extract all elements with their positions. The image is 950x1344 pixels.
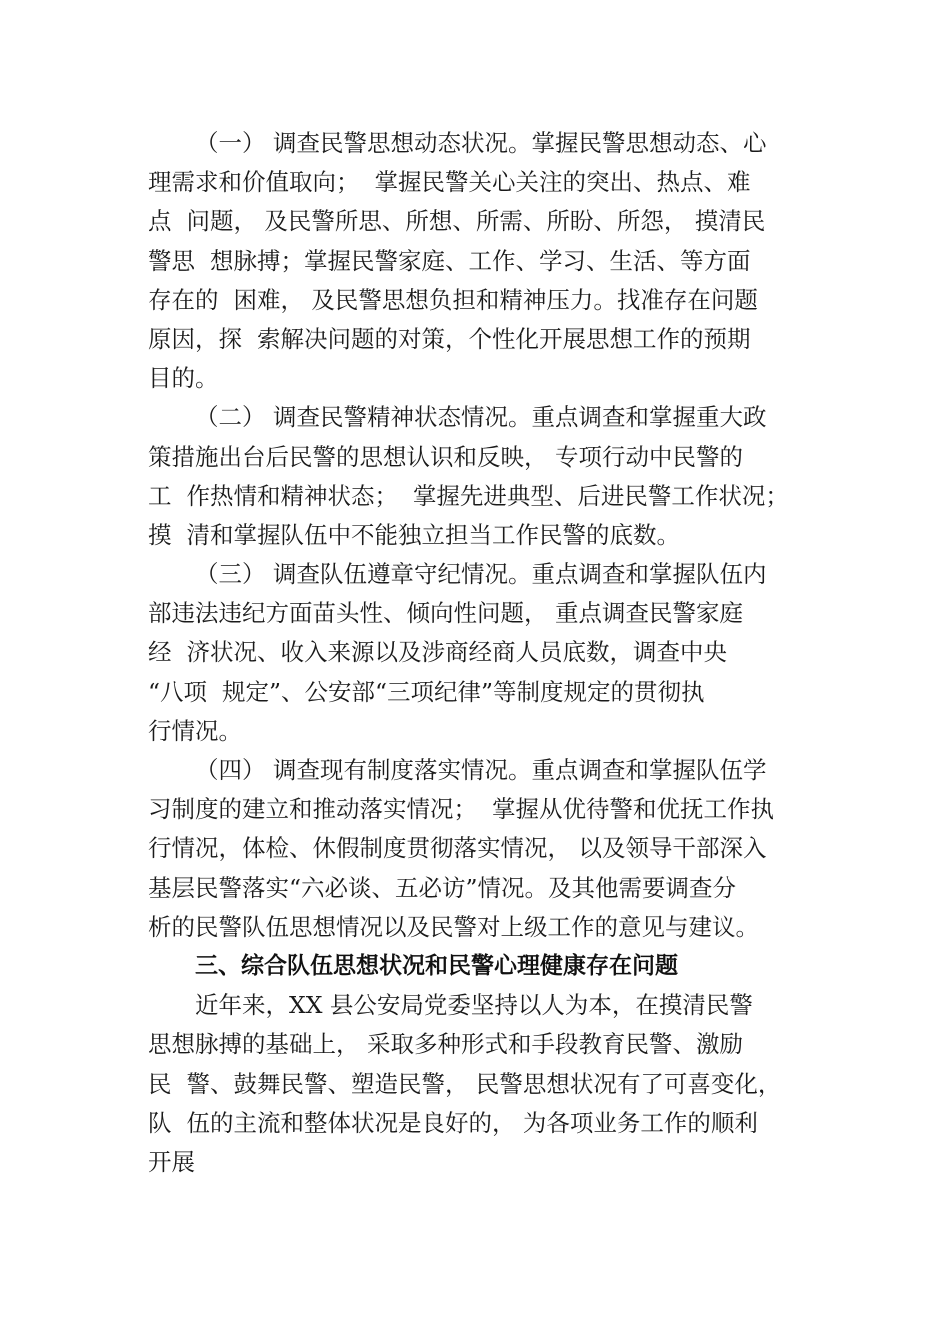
text-line: 开展	[148, 1147, 195, 1176]
section-heading: 三、综合队伍思想状况和民警心理健康存在问题	[195, 952, 678, 979]
text-line: 点 问题， 及民警所思、所想、所需、所盼、所怨， 摸清民	[148, 207, 766, 236]
text-line: 思想脉搏的基础上， 采取多种形式和手段教育民警、激励	[148, 1030, 743, 1059]
text-line: 原因，探 索解决问题的对策，个性化开展思想工作的预期	[148, 324, 751, 353]
text-line: 近年来，XX 县公安局党委坚持以人为本，在摸清民警	[195, 991, 753, 1020]
text-line: 部违法违纪方面苗头性、倾向性问题， 重点调查民警家庭	[148, 599, 743, 628]
text-line: 目的。	[148, 364, 219, 393]
text-line: 析的民警队伍思想情况以及民警对上级工作的意见与建议。	[148, 912, 759, 941]
text-line: 队 伍的主流和整体状况是良好的， 为各项业务工作的顺利	[148, 1108, 758, 1137]
text-line: 基层民警落实“六必谈、五必访”情况。及其他需要调查分	[148, 873, 737, 902]
text-line: 民 警、鼓舞民警、塑造民警， 民警思想状况有了可喜变化，	[148, 1069, 782, 1098]
text-line: 理需求和价值取向； 掌握民警关心关注的突出、热点、难	[148, 168, 751, 197]
text-line: （三） 调查队伍遵章守纪情况。重点调查和掌握队伍内	[195, 560, 767, 589]
text-line: 习制度的建立和推动落实情况； 掌握从优待警和优抚工作执	[148, 795, 774, 824]
text-line: “八项 规定”、公安部“三项纪律”等制度规定的贯彻执	[148, 677, 705, 706]
text-line: 策措施出台后民警的思想认识和反映， 专项行动中民警的	[148, 442, 743, 471]
text-line: 警思 想脉搏；掌握民警家庭、工作、学习、生活、等方面	[148, 246, 751, 275]
text-line: （二） 调查民警精神状态情况。重点调查和掌握重大政	[195, 403, 767, 432]
text-line: 经 济状况、收入来源以及涉商经商人员底数，调查中央	[148, 638, 727, 667]
text-line: 行情况。	[148, 716, 242, 745]
text-line: 行情况，体检、休假制度贯彻落实情况， 以及领导干部深入	[148, 834, 767, 863]
text-line: 工 作热情和精神状态； 掌握先进典型、后进民警工作状况；	[148, 481, 789, 510]
text-line: （四） 调查现有制度落实情况。重点调查和掌握队伍学	[195, 756, 767, 784]
text-line: 存在的 困难， 及民警思想负担和精神压力。找准存在问题	[148, 285, 758, 314]
text-line: （一） 调查民警思想动态状况。掌握民警思想动态、心	[195, 129, 767, 157]
document-body	[148, 124, 813, 1182]
text-line: 摸 清和掌握队伍中不能独立担当工作民警的底数。	[148, 520, 680, 549]
